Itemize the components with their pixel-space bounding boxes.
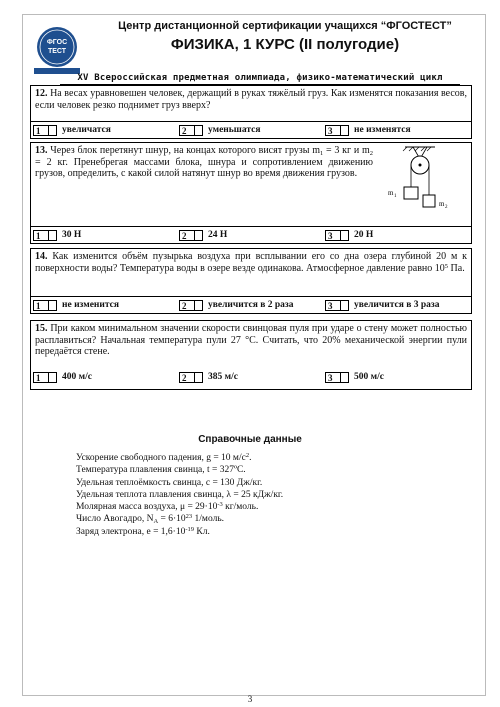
- ref-melting-temp: Температура плавления свинца, t = 327ºС.: [76, 465, 246, 476]
- ref-avogadro: Число Авогадро, $N_A = 6\cdot 10^{23}$ 1/моль.: [76, 513, 225, 526]
- ref-heat-capacity: Удельная теплоёмкость свинца, с = 130 Дж/кг.: [76, 477, 263, 488]
- question-14: [30, 248, 472, 314]
- answer-option[interactable]: 3 не изменятся: [325, 124, 411, 136]
- answer-option[interactable]: 1 увеличатся: [33, 124, 111, 136]
- reference-title: Справочные данные: [198, 434, 302, 445]
- question-12: [30, 85, 472, 139]
- answer-row: [31, 121, 471, 135]
- answer-option[interactable]: 2 увеличится в 2 раза: [179, 299, 293, 311]
- svg-text:1: 1: [394, 194, 397, 199]
- ref-gravity: Ускорение свободного падения, g = 10 $м/с^2$.: [76, 452, 252, 463]
- page-number: 3: [247, 694, 253, 704]
- svg-text:2: 2: [445, 205, 448, 210]
- olympiad-caption: XV Всероссийская предметная олимпиада, физико-математический цикл: [60, 73, 460, 85]
- question-13-text: 13. Через блок перетянут шнур, на концах которого висят грузы $m_1 = 3$ кг и $m_2 = 2$ кг. Пренебрегая массами блока, шнура и сопротивлением движению грузов, определить, с какой силой натянут шнур во время движения грузов.: [35, 145, 374, 179]
- answer-option[interactable]: 2 уменьшатся: [179, 124, 260, 136]
- ref-molar-mass: Молярная масса воздуха, $\mu = 29\cdot 10^{-3}$ кг/моль.: [76, 501, 259, 513]
- svg-text:m: m: [439, 200, 445, 208]
- ref-latent-heat: Удельная теплота плавления свинца, λ = 25 кДж/кг.: [76, 489, 284, 500]
- question-15: [30, 320, 472, 390]
- answer-option[interactable]: 2 385 м/с: [179, 371, 238, 383]
- answer-option[interactable]: 1 400 м/с: [33, 371, 92, 383]
- svg-text:ТЕСТ: ТЕСТ: [47, 48, 67, 55]
- answer-row: [31, 369, 471, 382]
- answer-option[interactable]: 1 30 Н: [33, 229, 81, 241]
- pulley-diagram: [383, 145, 463, 215]
- question-12-text: 12. На весах уравновешен человек, держащий в руках тяжёлый груз. Как изменятся показания весов, если человек резко поднимет груз вверх?: [35, 88, 468, 111]
- fgostest-logo: [30, 22, 84, 76]
- header-subject: ФИЗИКА, 1 КУРС (II полугодие): [170, 36, 400, 53]
- answer-row: [31, 226, 471, 240]
- answer-option[interactable]: 3 увеличится в 3 раза: [325, 299, 439, 311]
- svg-text:ФГОС: ФГОС: [46, 39, 68, 46]
- answer-row: [31, 296, 471, 310]
- ref-electron-charge: Заряд электрона, $е = 1,6\cdot 10^{-19}$ Кл.: [76, 525, 210, 537]
- header-title: Центр дистанционной сертификации учащихся “ФГОСТЕСТ”: [118, 20, 452, 32]
- question-14-text: 14. Как изменится объём пузырька воздуха при всплывании его со дна озера глубиной 20 м к поверхности воды? Температура воды в озере везде одинакова. Атмосферное давление равно $10^5$ Па.: [35, 251, 468, 274]
- answer-option[interactable]: 3 500 м/с: [325, 371, 384, 383]
- question-13: [30, 142, 472, 244]
- svg-text:m: m: [388, 189, 394, 197]
- answer-option[interactable]: 2 24 Н: [179, 229, 227, 241]
- answer-option[interactable]: 1 не изменится: [33, 299, 119, 311]
- answer-option[interactable]: 3 20 Н: [325, 229, 373, 241]
- question-15-text: 15. При каком минимальном значении скорости свинцовая пуля при ударе о стену может полностью расплавиться? Начальная температура пули 27 °С. Считать, что 20% механической энергии пули передаётся стене.: [35, 323, 467, 357]
- reference-list: [76, 452, 436, 538]
